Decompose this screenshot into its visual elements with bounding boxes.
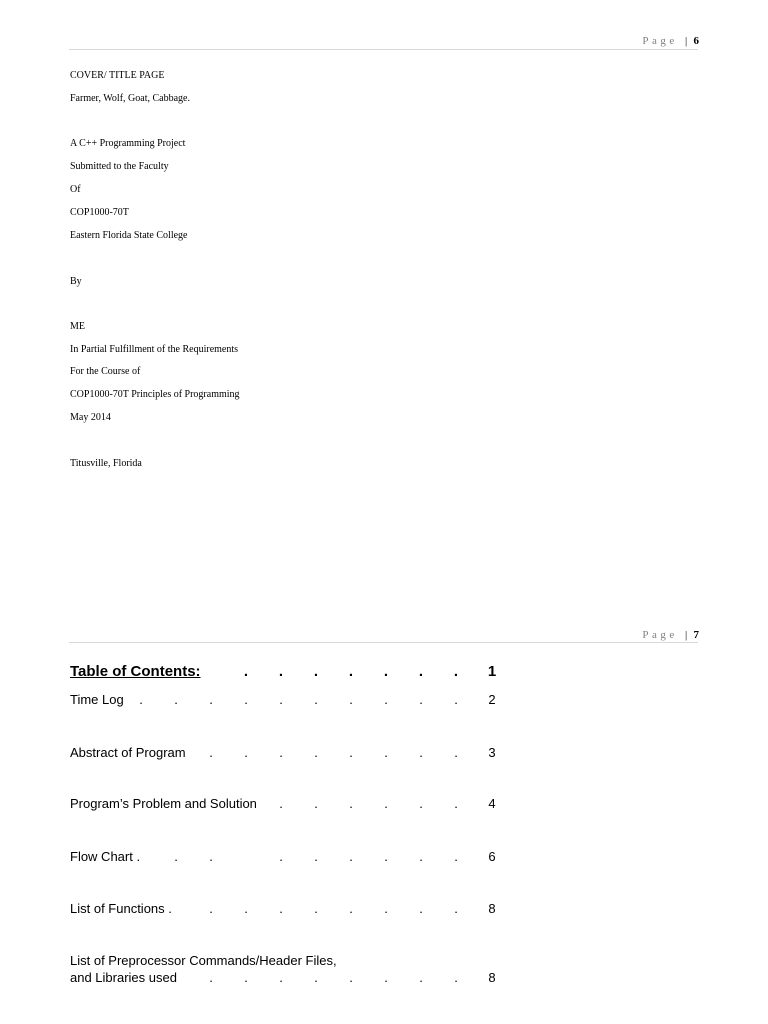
leader-dot: .: [349, 745, 353, 760]
project-type: A C++ Programming Project: [70, 138, 186, 149]
page-6-header-rule: [69, 49, 698, 50]
college-name: Eastern Florida State College: [70, 230, 188, 241]
leader-dot: .: [383, 663, 389, 680]
leader-dot: .: [419, 970, 423, 985]
leader-dot: .: [209, 901, 213, 916]
project-title: Farmer, Wolf, Goat, Cabbage.: [70, 93, 190, 104]
leader-dot: .: [313, 663, 319, 680]
leader-dot: .: [174, 849, 178, 864]
leader-dot: .: [244, 970, 248, 985]
leader-dot: .: [419, 796, 423, 811]
by-line: By: [70, 276, 82, 287]
leader-dot: .: [314, 970, 318, 985]
page-6-header: [642, 35, 699, 47]
leader-dot: .: [209, 849, 213, 864]
course-code: COP1000-70T: [70, 207, 129, 218]
leader-dot: .: [419, 901, 423, 916]
toc-page-number: 2: [488, 692, 496, 707]
page-7-header: [642, 629, 699, 641]
toc-page-number: 8: [488, 970, 496, 985]
leader-dot: .: [209, 970, 213, 985]
page-number: 6: [693, 35, 699, 47]
leader-dot: .: [349, 901, 353, 916]
toc-entry-label: Program’s Problem and Solution: [70, 796, 257, 811]
toc-page-number: 8: [488, 901, 496, 916]
toc-page-number: 4: [488, 796, 496, 811]
leader-dot: .: [279, 849, 283, 864]
course-of-line: For the Course of: [70, 366, 141, 377]
author-name: ME: [70, 321, 85, 332]
leader-dot: .: [139, 692, 143, 707]
toc-entry-label: Time Log: [70, 692, 124, 707]
leader-dot: .: [314, 692, 318, 707]
toc-title: Table of Contents:: [70, 663, 201, 680]
page-separator: |: [685, 629, 688, 641]
leader-dot: .: [384, 796, 388, 811]
leader-dot: .: [209, 745, 213, 760]
submitted-line: Submitted to the Faculty: [70, 161, 169, 172]
leader-dot: .: [454, 970, 458, 985]
toc-page-number: 6: [488, 849, 496, 864]
leader-dot: .: [243, 663, 249, 680]
leader-dot: .: [454, 901, 458, 916]
leader-dot: .: [418, 663, 424, 680]
fulfillment-line: In Partial Fulfillment of the Requirements: [70, 344, 239, 355]
leader-dot: .: [419, 849, 423, 864]
leader-dot: .: [349, 692, 353, 707]
leader-dot: .: [384, 745, 388, 760]
leader-dot: .: [454, 745, 458, 760]
page-7-header-rule: [69, 642, 698, 643]
page-separator: |: [685, 35, 688, 47]
toc-page-number: 1: [487, 663, 497, 680]
toc-entry-label: List of Preprocessor Commands/Header Files,: [70, 953, 337, 968]
toc-page-number: 3: [488, 745, 496, 760]
leader-dot: .: [349, 796, 353, 811]
toc-entry-label: and Libraries used: [70, 970, 177, 985]
leader-dot: .: [384, 901, 388, 916]
leader-dot: .: [314, 796, 318, 811]
leader-dot: .: [174, 692, 178, 707]
of-line: Of: [70, 184, 81, 195]
leader-dot: .: [244, 692, 248, 707]
leader-dot: .: [244, 745, 248, 760]
leader-dot: .: [314, 901, 318, 916]
leader-dot: .: [384, 849, 388, 864]
leader-dot: .: [209, 692, 213, 707]
date-line: May 2014: [70, 412, 111, 423]
leader-dot: .: [279, 745, 283, 760]
course-full-name: COP1000-70T Principles of Programming: [70, 389, 240, 400]
location-line: Titusville, Florida: [70, 458, 142, 469]
toc-entry-label: List of Functions .: [70, 901, 172, 916]
leader-dot: .: [419, 692, 423, 707]
leader-dot: .: [454, 849, 458, 864]
leader-dot: .: [314, 849, 318, 864]
leader-dot: .: [349, 970, 353, 985]
toc-entry-label: Flow Chart .: [70, 849, 141, 864]
leader-dot: .: [279, 970, 283, 985]
leader-dot: .: [454, 692, 458, 707]
page-label: Page: [642, 35, 678, 47]
leader-dot: .: [348, 663, 354, 680]
leader-dot: .: [278, 663, 284, 680]
leader-dot: .: [279, 692, 283, 707]
leader-dot: .: [384, 692, 388, 707]
page-label: Page: [642, 629, 678, 641]
cover-heading: COVER/ TITLE PAGE: [70, 70, 165, 81]
leader-dot: .: [349, 849, 353, 864]
leader-dot: .: [279, 796, 283, 811]
toc-entry-label: Abstract of Program: [70, 745, 186, 760]
page-number: 7: [693, 629, 699, 641]
leader-dot: .: [244, 901, 248, 916]
leader-dot: .: [314, 745, 318, 760]
leader-dot: .: [419, 745, 423, 760]
leader-dot: .: [453, 663, 459, 680]
leader-dot: .: [279, 901, 283, 916]
leader-dot: .: [454, 796, 458, 811]
leader-dot: .: [384, 970, 388, 985]
